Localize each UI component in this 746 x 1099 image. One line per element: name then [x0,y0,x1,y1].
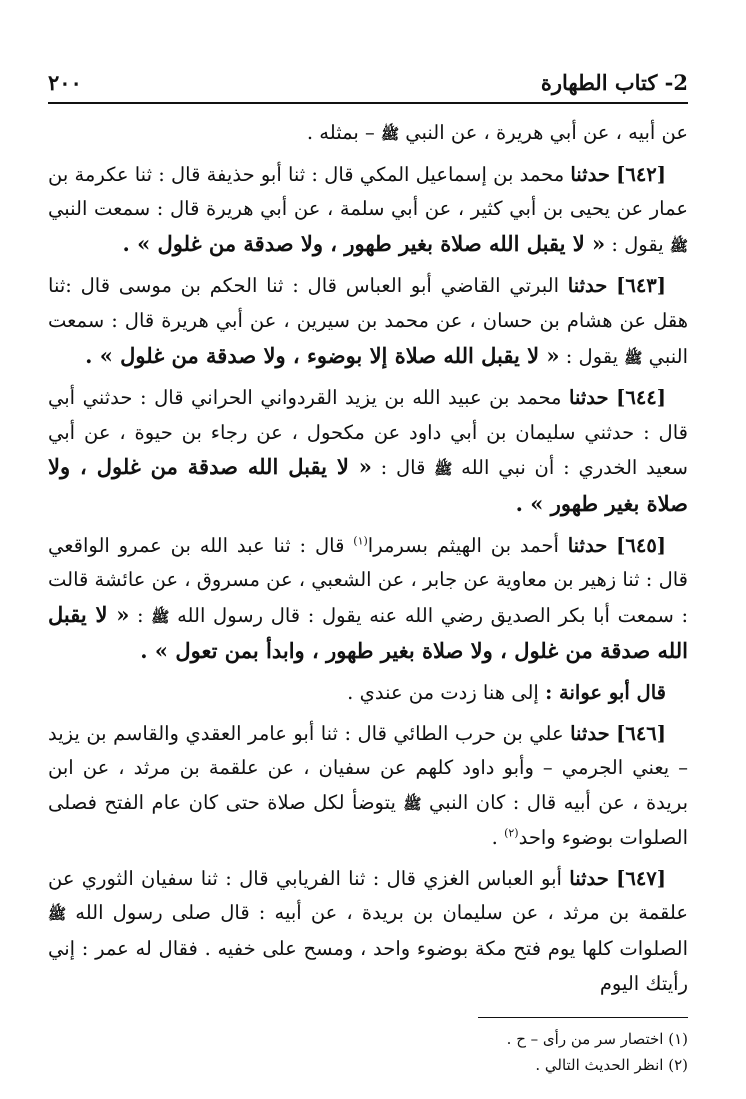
hadith-number: [٦٤٧] [616,866,666,890]
isnad-text: محمد بن إسماعيل المكي قال : ثنا أبو حذيفة قال : ثنا عكرمة بن عمار عن يحيى بن أبي كثير ، عن أبي سلمة ، عن أبي هريرة قال : سمعت النبي [48,162,688,221]
haddathana-label: حدثنا [570,162,610,186]
main-text [48,116,688,1001]
footnotes [48,1026,688,1078]
haddathana-label: حدثنا [567,533,608,557]
haddathana-label: حدثنا [569,866,609,890]
isnad-text: محمد بن عبيد الله بن يزيد القردواني الحراني قال : حدثني أبي قال : حدثني سليمان بن أبي داود عن مكحول ، عن رجاء بن حيوة ، عن أبي سعيد الخدري : أن نبي الله [48,386,688,480]
hadith-647 [48,862,688,1001]
salawat-glyph: ﷺ [434,460,453,479]
isnad-text-end: يقول : [565,344,619,368]
matn-text: « لا يقبل الله صلاة بغير طهور ، ولا صدقة من غلول » . [122,230,606,256]
footnote-1: (١) اختصار سر من رأى – ح . [506,1030,688,1049]
isnad-text: البرتي القاضي أبو العباس قال : ثنا الحكم بن موسى قال :ثنا هقل عن هشام بن حسان ، عن محمد بن سيرين ، عن أبي هريرة قال : سمعت النبي [48,274,688,368]
isnad-text-end: يقول : [611,232,664,256]
haddathana-label: حدثنا [567,274,608,298]
footnote-ref[interactable]: (٢) [504,826,519,840]
chapter-title: 2- كتاب الطهارة [540,70,688,95]
awana-note [48,676,688,711]
salawat-glyph: ﷺ [669,236,688,255]
salawat-glyph: ﷺ [624,348,643,367]
matn-text: « لا يقبل الله صلاة إلا بوضوء ، ولا صدقة من غلول » . [85,342,560,368]
hadith-642 [48,158,688,264]
haddathana-label: حدثنا [570,721,610,745]
isnad-text: أحمد بن الهيثم بسرمرا [367,533,559,557]
hadith-number: [٦٤٣] [616,274,667,298]
matn-text: يتوضأ لكل صلاة حتى كان عام الفتح فصلى الصلوات بوضوء واحد [48,790,688,850]
hadith-number: [٦٤٦] [616,721,667,745]
awana-label: قال أبو عوانة : [545,680,666,704]
footnote-2: (٢) انظر الحديث التالي . [535,1056,688,1075]
isnad-text: علي بن حرب الطائي قال : ثنا أبو عامر العقدي والقاسم بن يزيد – يعني الجرمي – وأبو داود كلهم عن سفيان ، عن علقمة بن مرثد ، عن ابن بريدة ، عن أبيه قال : كان النبي [48,721,689,814]
footnote-divider [478,1017,688,1018]
awana-text: إلى هنا زدت من عندي . [347,680,539,704]
page-header [48,68,688,104]
book-page [48,68,688,1078]
hadith-643 [48,269,688,375]
matn-text: « لا يقبل الله صدقة من غلول ، ولا صلاة بغير طهور ، وابدأ بمن تعول » . [48,601,688,664]
hadith-644 [48,381,688,522]
salawat-glyph: ﷺ [380,125,400,143]
opening-text: عن أبيه ، عن أبي هريرة ، عن النبي [405,121,688,144]
page-number: ٢٠٠ [48,70,82,95]
text-end: . [491,826,498,850]
hadith-646 [48,717,688,856]
hadith-number: [٦٤٢] [616,162,666,186]
isnad-text-end: : [137,603,144,627]
isnad-text-end: قال : [380,456,426,480]
matn-text: الصلوات كلها يوم فتح مكة بوضوء واحد ، ومسح على خفيه . فقال له عمر : إني رأيتك اليوم [48,937,688,995]
hadith-number: [٦٤٤] [616,386,667,410]
hadith-645 [48,529,688,670]
isnad-text-cont: قال : ثنا عبد الله بن عمرو الواقعي قال : ثنا زهير بن معاوية عن جابر ، عن الشعبي ، عن مسروق ، عن عائشة قالت : سمعت أبا بكر الصديق رضي الله عنه يقول : قال رسول الله [48,533,689,627]
salawat-glyph: ﷺ [48,905,67,924]
matn-text: « لا يقبل الله صدقة من غلول ، ولا صلاة بغير طهور » . [48,454,688,516]
haddathana-label: حدثنا [569,386,609,410]
opening-text-end: – بمثله . [306,121,375,144]
footnote-ref[interactable]: (١) [353,534,368,548]
isnad-text: أبو العباس الغزي قال : ثنا الفريابي قال : ثنا سفيان الثوري عن علقمة بن مرثد ، عن سليمان بن بريدة ، عن أبيه : قال صلى رسول الله [48,866,688,925]
salawat-glyph: ﷺ [151,607,170,626]
opening-paragraph [48,116,688,152]
salawat-glyph: ﷺ [403,794,422,813]
hadith-number: [٦٤٥] [616,533,667,557]
